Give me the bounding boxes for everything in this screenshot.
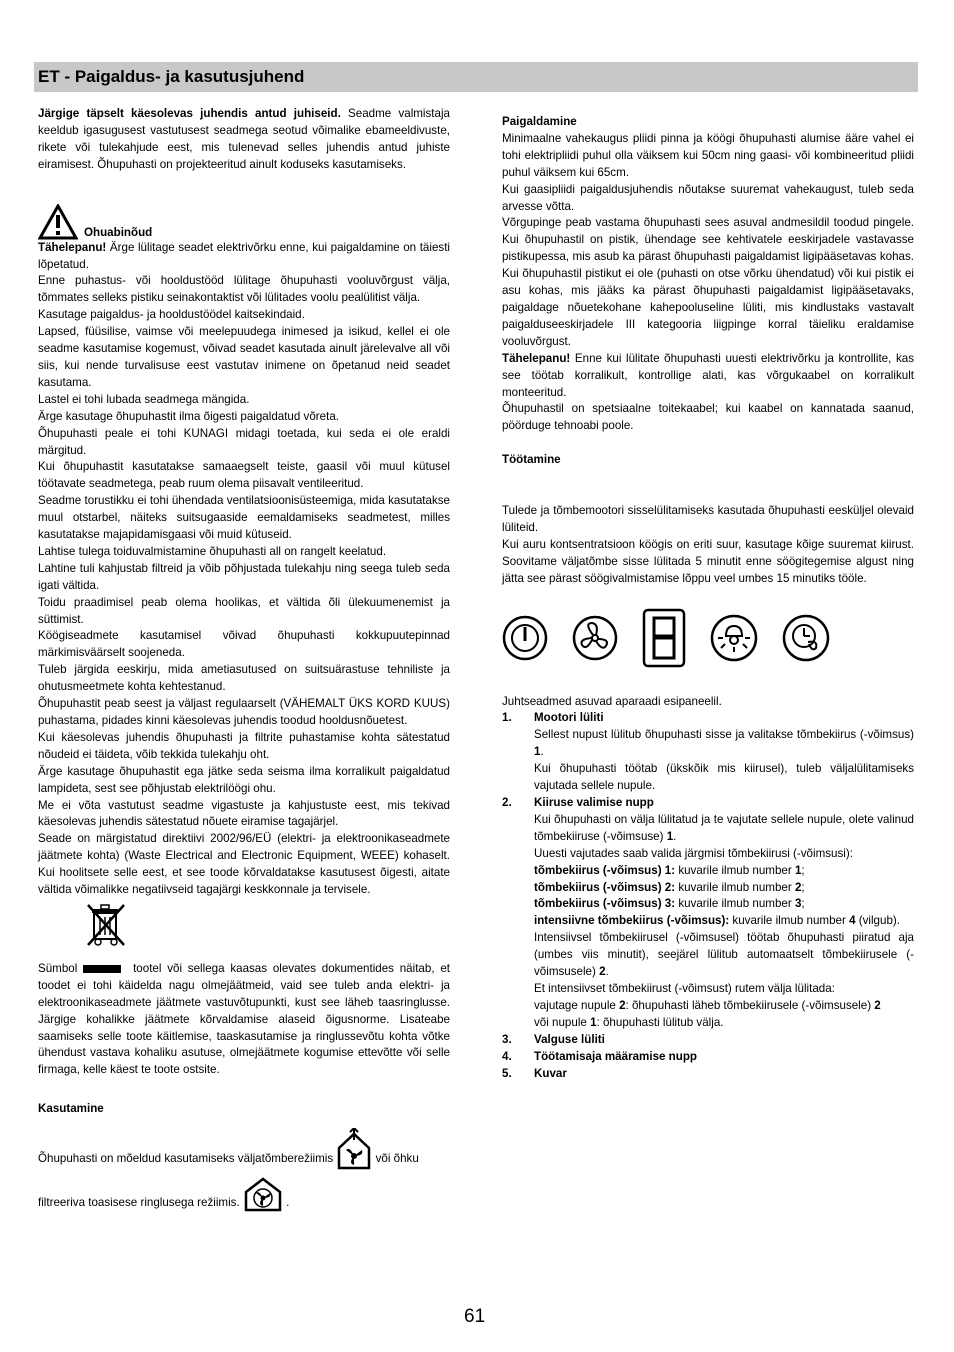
- intro-bold: Järgige täpselt käesolevas juhendis antud juhiseid.: [38, 107, 341, 120]
- intensive-desc-end: .: [605, 965, 609, 979]
- install-paragraph: Minimaalne vahekaugus pliidi pinna ja köögi õhupuhasti alumise ääre vahel ei tohi elektripliidi puhul olla väiksem kui 50cm ning gaasi- või kombineeritud pliidi puhul väiksem kui 65cm.: [502, 131, 914, 179]
- item2-text-a-bold: 1: [666, 829, 674, 843]
- off-option-a: [534, 998, 914, 1015]
- off-b2: : õhupuhasti lülitub välja.: [596, 1015, 724, 1029]
- attention-paragraph: [38, 240, 450, 274]
- operation-paragraph: Tulede ja tõmbemootori sisselülitamiseks kasutada õhupuhasti eesküljel olevaid lüliteid.: [502, 504, 914, 535]
- speed-line: [534, 863, 914, 880]
- item-title: Valguse lüliti: [534, 1032, 605, 1046]
- intensive-text: kuvarile ilmub number: [729, 914, 850, 928]
- speed-label: tõmbekiirus (-võimsus) 2:: [534, 880, 676, 894]
- extraction-mode-icon: [336, 1128, 372, 1170]
- intensive-end: (vilgub).: [855, 914, 900, 928]
- item-number: 3.: [502, 1032, 512, 1046]
- off-option-b: [534, 1015, 914, 1032]
- item-text: Kui õhupuhasti töötab (ükskõik mis kiirusel), tuleb väljalülitamiseks vajutada sellele nupule.: [534, 762, 914, 793]
- usage-line-1: [38, 1128, 450, 1170]
- install-heading: Paigaldamine: [502, 115, 577, 128]
- symbol-word: Sümbol: [38, 961, 78, 975]
- safety-paragraph: Kui õhupuhastit kasutatakse samaaegselt teiste, gaasil või muul kütusel töötavate seadmetega, peab ruum olema piisavalt ventileeritud.: [38, 460, 450, 491]
- safety-paragraph: Lapsed, füüsilise, vaimse või meelepuudega inimesed ja isikud, kellel ei ole seadme kasutamise kogemust, võivad seadet kasutada ainult järelevalve all või siis, kui nende turvalisuse eest vastutav inimene on õpetanud neid seadet kasutama.: [38, 325, 450, 389]
- speed-num: 3: [794, 897, 802, 911]
- safety-paragraph: Seade on märgistatud direktiivi 2002/96/EÜ (elektri- ja elektroonikaseadmete jäätmete kohta) (Waste Electrical and Electronic Equipment, WEEE) kohaselt. Kui hoolitsete selle eest, et see toode kõrvaldatakse kasutusest õigesti, aitate vältida võimalikke negatiivseid tagajärgi keskkonnale ja tervisele.: [38, 832, 450, 897]
- safety-paragraph: Tuleb järgida eeskirju, mida ametiasutused on suitsuärastuse tehniliste ja ohutusmeetmete kohta kehtestanud.: [38, 663, 450, 694]
- left-column: [38, 106, 450, 1212]
- install-paragraph: Kui gaasipliidi paigaldusjuhendis nõutakse suuremat vahekaugust, tuleb seda arvesse võtta.: [502, 182, 914, 213]
- intro-paragraph: [38, 106, 450, 174]
- safety-paragraph: Köögiseadmete kasutamisel võivad õhupuhasti kokkupuutepinnad märkimisväärselt soojeneda.: [38, 629, 450, 660]
- list-item: [502, 795, 914, 1032]
- off-b1: või nupule: [534, 1015, 591, 1029]
- symbol-text: tootel või sellega kaasas olevates dokumentides näitab, et toodet ei tohi käidelda nagu olmejäätmeid, vaid see tuleb anda elektri- ja elektroonikaseadmete jäätmete vastuvõtupunkti, kust see läheb taasringlusse. Järgige kohalikke jäätmete kõrvaldamise alaseid õigusnorme. Lisateabe saamiseks selle toote käitlemise, taaskasutamise ja ringlussevõtu kohta võtke ühendust vastava kohaliku asutuse, olmejäätmete kogumise ettevõtte või selle firmaga, kelle käest te toote ostsite.: [38, 961, 450, 1077]
- timer-icon: [782, 614, 830, 668]
- usage-heading: Kasutamine: [38, 1102, 104, 1116]
- speed-label: tõmbekiirus (-võimsus) 3:: [534, 897, 676, 911]
- safety-paragraph: Ärge kasutage õhupuhastit ega jätke seda seisma ilma korralikult paigaldatud lampideta, sest see põhjustab elektrilöögi ohu.: [38, 764, 450, 795]
- item-number: 2.: [502, 796, 512, 809]
- controls-intro: Juhtseadmed asuvad aparaadi esipaneelil.: [502, 694, 722, 708]
- install-attention-bold: Tähelepanu!: [502, 351, 571, 365]
- page-title: ET - Paigaldus- ja kasutusjuhend: [38, 67, 305, 86]
- item-title: Kiiruse valimise nupp: [534, 796, 654, 809]
- speed-end: ;: [801, 880, 805, 894]
- off-a1: vajutage nupule: [534, 998, 620, 1012]
- safety-paragraph: Ärge kasutage õhupuhastit ilma õigesti paigaldatud võreta.: [38, 409, 339, 423]
- usage-text-3: filtreeriva toasisese ringlusega režiimis.: [38, 1196, 240, 1210]
- black-bar-symbol: [83, 965, 121, 973]
- symbol-paragraph: [38, 961, 450, 1079]
- item-text: Uuesti vajutades saab valida järgmisi tõmbekiirusi (-võimsusi):: [534, 846, 853, 860]
- speed-list: [534, 863, 914, 914]
- safety-paragraph: Toidu praadimisel peab olema hoolikas, et vältida õli ülekuumenemist ja süttimist.: [38, 595, 450, 626]
- speed-text: kuvarile ilmub number: [675, 880, 795, 894]
- item2-text-a-end: .: [673, 829, 677, 843]
- page-number: 61: [464, 1306, 486, 1327]
- safety-paragraph: Lahtise tulega toiduvalmistamine õhupuhasti all on rangelt keelatud.: [38, 544, 387, 558]
- safety-paragraph: Lahtine tuli kahjustab filtreid ja võib põhjustada tulekahju ning seega tuleb seda igati vältida.: [38, 561, 450, 592]
- item-title: Kuvar: [534, 1066, 567, 1080]
- speed-line: [534, 880, 914, 897]
- item1-text-a: Sellest nupust lülitub õhupuhasti sisse ja valitakse tõmbekiirus (-võimsus): [534, 728, 914, 742]
- item2-text-a: Kui õhupuhasti on välja lülitatud ja te vajutate sellele nupule, olete valinud tõmbekiiruse (-võimsuse): [534, 812, 914, 843]
- item-text: [534, 812, 914, 846]
- speed-label: tõmbekiirus (-võimsus) 1:: [534, 863, 676, 877]
- safety-paragraph: Enne puhastus- või hooldustööd lülitage õhupuhasti vooluvõrgust välja, tõmmates selleks pistiku seinakontaktist või lülitades voolu pealülitist välja.: [38, 274, 450, 305]
- usage-text-2: või õhku: [375, 1152, 419, 1166]
- install-attention-text: Enne kui lülitate õhupuhasti uuesti elektrivõrku ja kontrollite, kas see töötab korralikult, kontrollige alati, kas võrgukaabel on korralikult monteeritud.: [502, 351, 914, 399]
- operation-paragraph: Kui auru kontsentratsioon köögis on eriti suur, kasutage kõige suuremat kiirust. Soovitame väljatõmbe sisse lülitada 5 minutit enne söögitegemise algust ning jätta see pärast söögivalmistamise lõppu veel umbes 15 minutiks tööle.: [502, 537, 914, 585]
- usage-line-2: [38, 1176, 450, 1212]
- item1-text-a-end: .: [540, 745, 544, 759]
- intensive-num: 4: [849, 914, 856, 928]
- item-number: 1.: [502, 711, 512, 725]
- warning-icon: [38, 204, 78, 240]
- intensive-desc-bold: 2: [599, 965, 606, 979]
- intensive-off: Et intensiivset tõmbekiirust (-võimsust) rutem välja lülitada:: [534, 981, 835, 995]
- list-item: [502, 710, 914, 795]
- safety-heading-row: [38, 204, 450, 240]
- off-a1-bold: 2: [619, 998, 626, 1012]
- control-panel-icons: [502, 608, 914, 674]
- safety-paragraph: Õhupuhasti peale ei tohi KUNAGI midagi toetada, kui seda ei ole eraldi märgitud.: [38, 426, 450, 457]
- intensive-desc: [534, 930, 914, 981]
- speed-text: kuvarile ilmub number: [675, 897, 795, 911]
- safety-paragraph: Õhupuhastit peab seest ja väljast regulaarselt (VÄHEMALT ÜKS KORD KUUS) puhastama, pidades kinni käesolevas juhendis toodud hooldusnõuetest.: [38, 697, 450, 727]
- item-title: Töötamisaja määramise nupp: [534, 1049, 698, 1063]
- intensive-label: intensiivne tõmbekiirus (-võimsus):: [534, 914, 730, 928]
- display-digit-icon: [642, 608, 686, 674]
- safety-paragraph: Kui käesolevas juhendis õhupuhasti ja filtrite puhastamise kohta sätestatud nõudeid ei täideta, võib tekkida tulekahju oht.: [38, 730, 450, 761]
- intensive-line: [534, 913, 914, 930]
- item-title: Mootori lüliti: [534, 711, 604, 725]
- safety-paragraph: Kasutage paigaldus- ja hooldustöödel kaitsekindaid.: [38, 308, 305, 322]
- speed-line: [534, 896, 914, 913]
- speed-num: 1: [794, 863, 802, 877]
- intensive-desc-a: Intensiivsel tõmbekiirusel (-võimsusel) töötab õhupuhasti piiratud aja (umbes viis minutit), seejärel lülitub automaatselt tõmbekiirusele (-võimsusele): [534, 931, 914, 979]
- install-paragraph: Võrgupinge peab vastama õhupuhasti sees asuval andmesildil toodud pingele. Kui õhupuhastil on pistik, ühendage see kehtivatele eeskirjadele vastavasse pistikupessa, mis asub ka pärast õhupuhasti paigaldamist ligipääsetavas kohas. Kui õhupuhastil pistikut ei ole (puhasti on otse võrku ühendatud) või kui pistik ei asu kohas, mis jääks ka pärast õhupuhasti paigaldamist ligipääsetavaks, paigaldage nõuetekohane kahepooluseline lüliti, mis kindlustaks vastavalt paigalduseeskirjadele III kategooria liigpinge korral täieliku eraldamise vooluvõrgust.: [502, 216, 914, 348]
- usage-text-1: Õhupuhasti on mõeldud kasutamiseks väljatõmberežiimis: [38, 1152, 334, 1166]
- install-paragraphs: [502, 131, 914, 351]
- item-number: 4.: [502, 1049, 512, 1063]
- operation-heading: Töötamine: [502, 453, 561, 467]
- off-a2-bold: 2: [874, 998, 881, 1012]
- install-attention: [502, 351, 914, 402]
- install-cable: Õhupuhastil on spetsiaalne toitekaabel; kui kaabel on kannatada saanud, pöörduge tehnoabi poole.: [502, 402, 914, 433]
- weee-symbol: [84, 901, 450, 955]
- item-number: 5.: [502, 1066, 512, 1080]
- section-header: [34, 62, 918, 92]
- attention-bold: Tähelepanu!: [38, 240, 107, 254]
- safety-paragraph: Lastel ei tohi lubada seadmega mängida.: [38, 392, 250, 406]
- off-b1-bold: 1: [590, 1015, 597, 1029]
- speed-end: ;: [801, 897, 805, 911]
- operation-paragraphs: [502, 503, 914, 588]
- list-item: [502, 1032, 914, 1049]
- power-icon: [502, 615, 548, 667]
- light-icon: [710, 614, 758, 668]
- safety-paragraph: Me ei võta vastutust seadme vigastuste ja kahjustuste eest, mis tekivad käesolevas juhendis sätestatud nõuete eiramise tagajärjel.: [38, 798, 450, 829]
- list-item: [502, 1066, 914, 1083]
- attention-text: Ärge lülitage seadet elektrivõrku enne, kui paigaldamine on täiesti lõpetatud.: [38, 240, 450, 271]
- intro-text: Seadme valmistaja keeldub igasugusest vastutusest seadmega seotud võimalike ebameeldivuste, rikete või tulekahjude eest, mis tulenevad selles juhendis antud juhiste eiramisest. Õhupuhasti on projekteeritud ainult koduseks kasutamiseks.: [38, 107, 450, 171]
- item1-text-a-bold: 1: [534, 745, 541, 759]
- list-item: [502, 1049, 914, 1066]
- speed-end: ;: [801, 863, 805, 877]
- fan-icon: [572, 615, 618, 667]
- usage-text-4: .: [286, 1196, 290, 1210]
- off-a2: : õhupuhasti läheb tõmbekiirusele (-võimsusele): [625, 998, 875, 1012]
- speed-num: 2: [794, 880, 802, 894]
- controls-list: [502, 710, 914, 1082]
- crossed-bin-icon: [84, 901, 128, 949]
- speed-text: kuvarile ilmub number: [675, 863, 795, 877]
- safety-heading: Ohuabinõud: [84, 225, 153, 239]
- item-text: [534, 727, 914, 761]
- right-column: [502, 114, 914, 1082]
- safety-paragraph: Seadme torustikku ei tohi ühendada ventilatsioonisüsteemiga, mida kasutatakse muul otstarbel, näiteks suitsugaaside eemaldamiseks seadmetest, milles kasutatakse majapidamisgaasi või muid kütuseid.: [38, 494, 450, 542]
- recirculation-mode-icon: [243, 1176, 283, 1212]
- safety-paragraphs: [38, 273, 450, 899]
